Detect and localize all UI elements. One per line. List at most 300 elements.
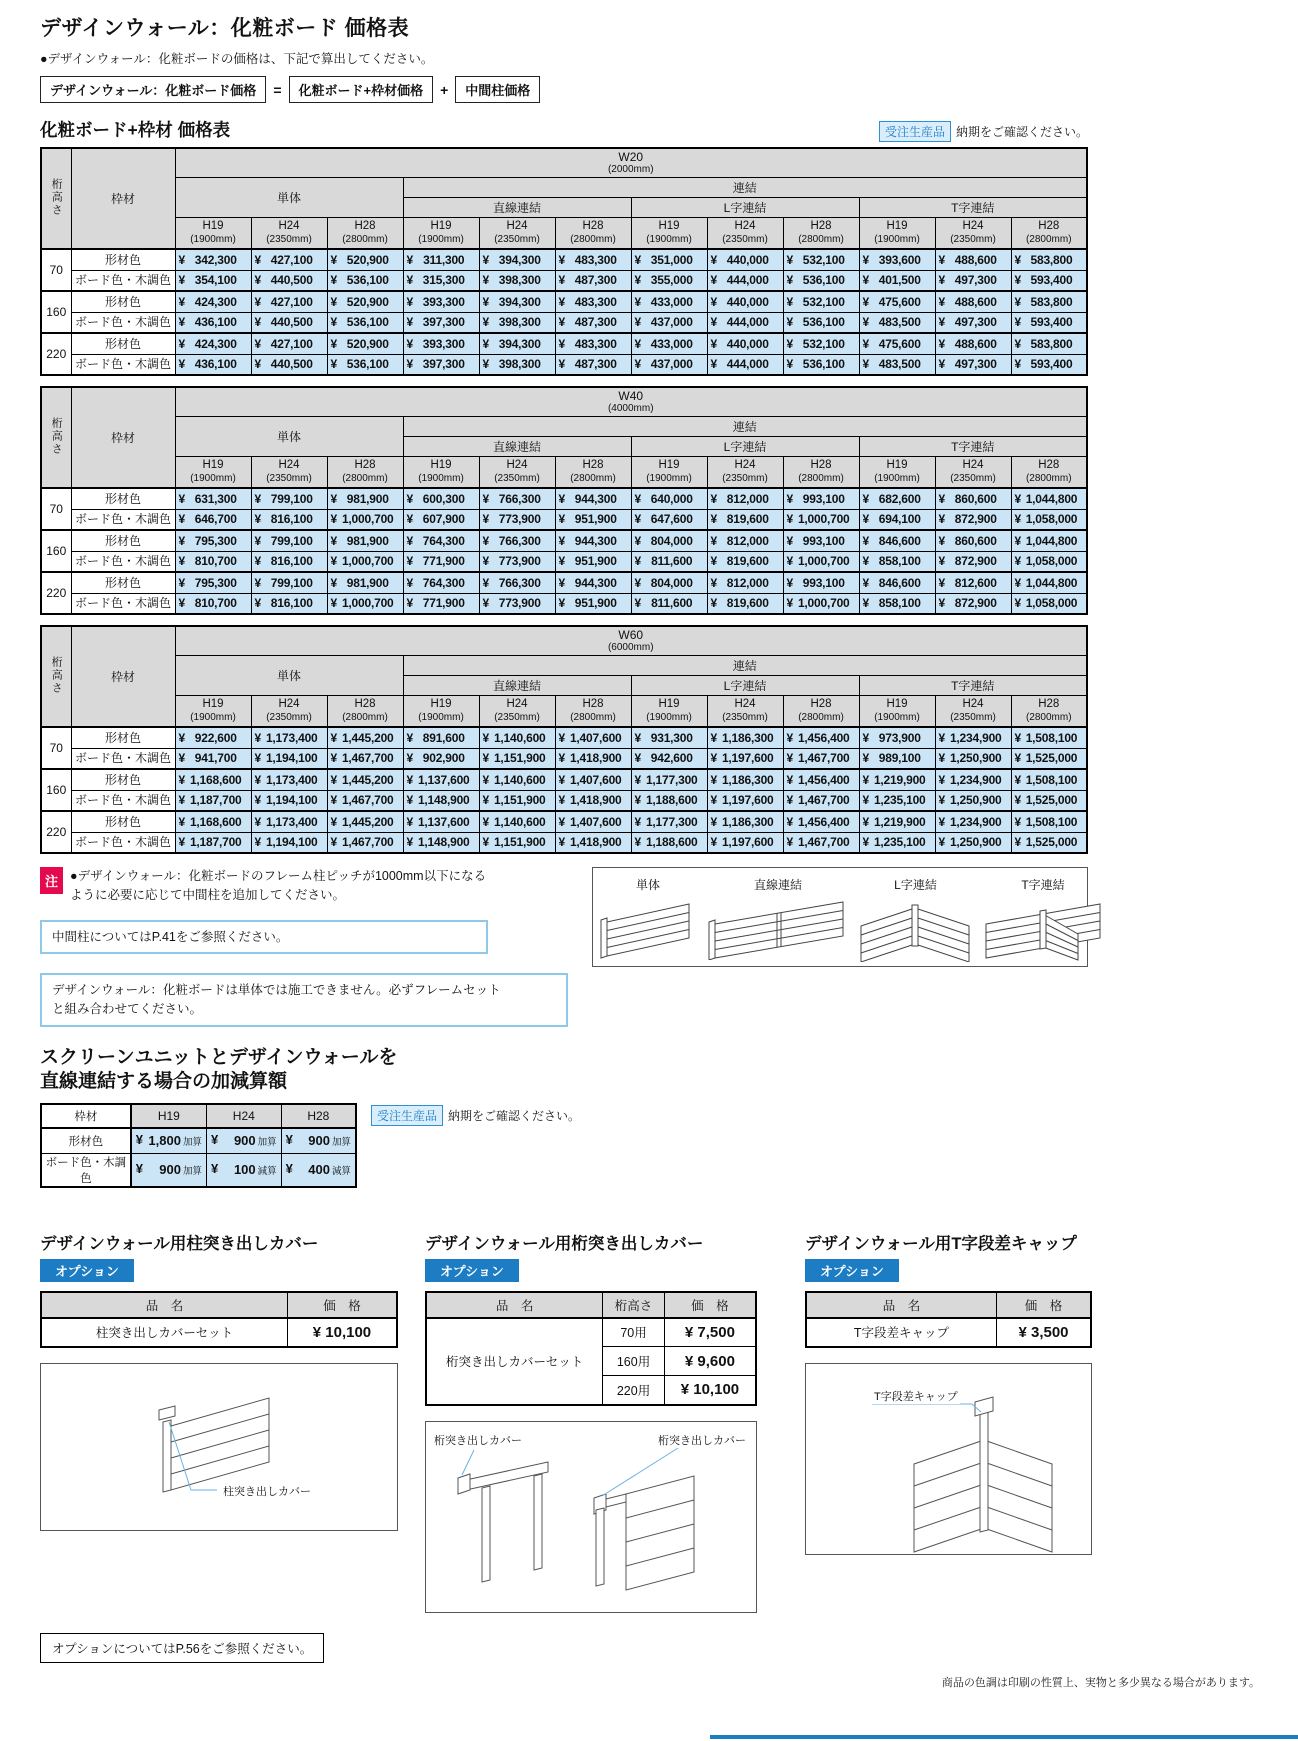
made-to-order-badge: 受注生産品: [879, 121, 951, 142]
height-header: H28 (2800mm): [327, 456, 403, 488]
price-cell: ¥ 1,173,400: [251, 769, 327, 790]
table-row: [41, 1128, 356, 1153]
price-cell: ¥ 951,900: [555, 593, 631, 614]
section-title: 化粧ボード+枠材 価格表: [40, 120, 231, 140]
yen-sign: ¥: [862, 596, 869, 611]
straight-connect-header: 直線連結: [403, 197, 631, 217]
t-step-cap-option-badge: オプション: [805, 1259, 899, 1282]
price-cell: ¥ 812,600: [935, 572, 1011, 593]
height-header: H24 (2350mm): [251, 456, 327, 488]
price-cell: ¥ 497,300: [935, 312, 1011, 333]
price-cell: ¥ 771,900: [403, 593, 479, 614]
option-section-pillar-cover: [40, 1230, 400, 1613]
price-cell: ¥ 1,235,100: [859, 790, 935, 811]
price-cell: ¥ 902,900: [403, 748, 479, 769]
option-sections: [40, 1230, 1298, 1613]
price-cell: ¥ 1,418,900: [555, 748, 631, 769]
yen-sign: ¥: [178, 751, 185, 766]
adjustment-heading-line1: スクリーンユニットとデザインウォールを: [40, 1046, 398, 1068]
price-cell: ¥ 427,100: [251, 333, 327, 354]
yen-sign: ¥: [558, 252, 565, 267]
girder-height-cell: 160: [41, 769, 71, 811]
price-cell: ¥ 1,187,700: [175, 832, 251, 853]
price-cell: ¥ 993,100: [783, 530, 859, 551]
price-cell: ¥ 1,250,900: [935, 832, 1011, 853]
price-cell: ¥ 1,140,600: [479, 727, 555, 748]
price-cell: ¥ 766,300: [479, 530, 555, 551]
note: [40, 867, 580, 905]
price-cell: ¥ 819,600: [707, 593, 783, 614]
price-cell: ¥ 1,234,900: [935, 727, 1011, 748]
price-cell: ¥ 1,219,900: [859, 811, 935, 832]
yen-sign: ¥: [330, 835, 337, 850]
price-cell: ¥ 1,000,700: [327, 551, 403, 572]
t-step-cap-name-header: 品 名: [806, 1292, 997, 1318]
pillar-cover-item-name: 柱突き出しカバーセット: [41, 1318, 287, 1347]
yen-sign: ¥: [254, 772, 261, 787]
yen-sign: ¥: [558, 730, 565, 745]
yen-sign: ¥: [862, 793, 869, 808]
yen-sign: ¥: [330, 814, 337, 829]
price-cell: ¥ 795,300: [175, 530, 251, 551]
price-cell: ¥ 816,100: [251, 509, 327, 530]
adj-h19-header: H19: [131, 1104, 207, 1128]
adjustment-table: [40, 1103, 357, 1188]
price-cell: ¥ 860,600: [935, 530, 1011, 551]
yen-sign: ¥: [786, 596, 793, 611]
yen-sign: ¥: [482, 730, 489, 745]
price-cell: ¥ 1,467,700: [327, 832, 403, 853]
price-cell: ¥ 1,456,400: [783, 811, 859, 832]
height-header: H28 (2800mm): [327, 217, 403, 249]
yen-sign: ¥: [862, 357, 869, 372]
table-row: [41, 769, 1087, 790]
yen-sign: ¥: [862, 751, 869, 766]
t-connect-header: T字連結: [859, 197, 1087, 217]
adj-price-cell: ¥ 100 減算: [206, 1153, 281, 1187]
price-cell: ¥ 891,600: [403, 727, 479, 748]
yen-sign: ¥: [710, 751, 717, 766]
yen-sign: ¥: [1014, 294, 1021, 309]
yen-sign: ¥: [254, 793, 261, 808]
yen-sign: ¥: [254, 252, 261, 267]
yen-sign: ¥: [482, 315, 489, 330]
yen-sign: ¥: [330, 357, 337, 372]
price-cell: ¥ 771,900: [403, 551, 479, 572]
yen-sign: ¥: [938, 835, 945, 850]
yen-sign: ¥: [558, 336, 565, 351]
yen-sign: ¥: [178, 772, 185, 787]
price-cell: ¥ 1,407,600: [555, 727, 631, 748]
price-cell: ¥ 497,300: [935, 270, 1011, 291]
made-to-order-info: [879, 121, 1088, 142]
price-cell: ¥ 351,000: [631, 249, 707, 270]
price-table-w40-host: [40, 386, 1088, 615]
option-section-girder-cover: [425, 1230, 757, 1613]
yen-sign: ¥: [558, 491, 565, 506]
girder-cover-size-160: 160用: [603, 1347, 665, 1376]
yen-sign: ¥: [482, 772, 489, 787]
price-cell: ¥ 483,300: [555, 249, 631, 270]
price-cell: ¥ 819,600: [707, 551, 783, 572]
price-table-w60-host: [40, 625, 1088, 854]
yen-sign: ¥: [1014, 491, 1021, 506]
price-cell: ¥ 1,177,300: [631, 811, 707, 832]
width-header: W60 (6000mm): [175, 626, 1087, 655]
price-cell: ¥ 1,235,100: [859, 832, 935, 853]
yen-sign: ¥: [786, 575, 793, 590]
yen-sign: ¥: [406, 730, 413, 745]
yen-sign: ¥: [558, 835, 565, 850]
price-cell: ¥ 393,300: [403, 291, 479, 312]
yen-sign: ¥: [786, 533, 793, 548]
adjustment-heading: [40, 1046, 580, 1095]
yen-sign: ¥: [938, 751, 945, 766]
yen-sign: ¥: [1014, 596, 1021, 611]
height-header: H24 (2350mm): [479, 217, 555, 249]
price-cell: ¥ 1,140,600: [479, 769, 555, 790]
height-header: H24 (2350mm): [707, 217, 783, 249]
girder-height-header: 桁高さ: [41, 387, 71, 488]
price-cell: ¥ 600,300: [403, 488, 479, 509]
price-cell: ¥ 1,194,100: [251, 748, 327, 769]
girder-height-cell: 220: [41, 811, 71, 853]
yen-sign: ¥: [406, 252, 413, 267]
yen-sign: ¥: [330, 252, 337, 267]
price-cell: ¥ 858,100: [859, 593, 935, 614]
yen-sign: ¥: [1014, 315, 1021, 330]
l-connect-diagram: [853, 896, 978, 962]
price-cell: ¥ 773,900: [479, 551, 555, 572]
width-header: W20 (2000mm): [175, 148, 1087, 177]
adj-price-cell: ¥ 900 加算: [281, 1128, 356, 1153]
yen-sign: ¥: [135, 1160, 143, 1176]
price-cell: ¥ 1,151,900: [479, 832, 555, 853]
yen-sign: ¥: [330, 336, 337, 351]
notes-and-diagrams: [40, 867, 1088, 1188]
height-header: H19 (1900mm): [859, 456, 935, 488]
price-cell: ¥ 942,600: [631, 748, 707, 769]
girder-cover-title: デザインウォール用桁突き出しカバー: [425, 1234, 704, 1253]
price-cell: ¥ 1,418,900: [555, 790, 631, 811]
frame-type-cell: ボード色・木調色: [71, 832, 175, 853]
diagram-label-straight: 直線連結: [753, 878, 802, 892]
price-cell: ¥ 440,000: [707, 249, 783, 270]
yen-sign: ¥: [330, 315, 337, 330]
table-row: [41, 748, 1087, 769]
price-cell: ¥ 1,148,900: [403, 832, 479, 853]
yen-sign: ¥: [254, 835, 261, 850]
yen-sign: ¥: [330, 730, 337, 745]
price-cell: ¥ 1,197,600: [707, 790, 783, 811]
price-cell: ¥ 394,300: [479, 249, 555, 270]
price-cell: ¥ 981,900: [327, 572, 403, 593]
price-cell: ¥ 1,250,900: [935, 790, 1011, 811]
adj-price-cell: ¥ 900 加算: [206, 1128, 281, 1153]
price-cell: ¥ 1,467,700: [327, 748, 403, 769]
yen-sign: ¥: [254, 554, 261, 569]
price-cell: ¥ 1,187,700: [175, 790, 251, 811]
frame-header: 枠材: [71, 387, 175, 488]
price-cell: ¥ 1,407,600: [555, 811, 631, 832]
yen-sign: ¥: [254, 730, 261, 745]
price-cell: ¥ 1,058,000: [1011, 593, 1087, 614]
price-cell: ¥ 583,800: [1011, 249, 1087, 270]
adj-price-cell: ¥ 400 減算: [281, 1153, 356, 1187]
price-cell: ¥ 401,500: [859, 270, 935, 291]
yen-sign: ¥: [786, 315, 793, 330]
price-cell: ¥ 355,000: [631, 270, 707, 291]
table-row: [41, 291, 1087, 312]
price-cell: ¥ 872,900: [935, 551, 1011, 572]
note-text: [70, 867, 486, 905]
yen-sign: ¥: [1014, 357, 1021, 372]
price-cell: ¥ 1,188,600: [631, 790, 707, 811]
price-cell: ¥ 1,151,900: [479, 748, 555, 769]
yen-sign: ¥: [634, 491, 641, 506]
option-reference-box: [40, 1633, 324, 1663]
girder-height-cell: 70: [41, 249, 71, 291]
yen-sign: ¥: [406, 273, 413, 288]
adj-price-cell: ¥ 900 加算: [131, 1153, 207, 1187]
formula-operand2-box: 中間柱価格: [455, 76, 540, 103]
yen-sign: ¥: [178, 273, 185, 288]
yen-sign: ¥: [330, 575, 337, 590]
yen-sign: ¥: [135, 1131, 143, 1147]
yen-sign: ¥: [178, 730, 185, 745]
girder-cover-diagram: [426, 1422, 758, 1614]
table-row: [41, 270, 1087, 291]
yen-sign: ¥: [862, 512, 869, 527]
yen-sign: ¥: [178, 315, 185, 330]
info-box-intermediate-pillar: [40, 920, 488, 955]
price-cell: ¥ 1,168,600: [175, 769, 251, 790]
price-cell: ¥ 436,100: [175, 354, 251, 375]
yen-sign: ¥: [558, 814, 565, 829]
table-row: [41, 832, 1087, 853]
yen-sign: ¥: [254, 512, 261, 527]
yen-sign: ¥: [558, 294, 565, 309]
yen-sign: ¥: [710, 730, 717, 745]
height-header: H28 (2800mm): [783, 695, 859, 727]
table-row: [41, 312, 1087, 333]
price-cell: ¥ 1,194,100: [251, 790, 327, 811]
yen-sign: ¥: [254, 294, 261, 309]
frame-type-cell: ボード色・木調色: [71, 270, 175, 291]
yen-sign: ¥: [786, 554, 793, 569]
height-header: H24 (2350mm): [479, 456, 555, 488]
price-cell: ¥ 536,100: [783, 312, 859, 333]
girder-cover-name-header: 品 名: [426, 1292, 603, 1318]
adj-made-to-order-note: 納期をご確認ください。: [447, 1109, 580, 1124]
price-cell: ¥ 488,600: [935, 333, 1011, 354]
price-cell: ¥ 811,600: [631, 551, 707, 572]
yen-sign: ¥: [178, 575, 185, 590]
price-cell: ¥ 440,500: [251, 312, 327, 333]
price-cell: ¥ 1,058,000: [1011, 509, 1087, 530]
girder-cover-table: [425, 1291, 757, 1406]
straight-connect-header: 直線連結: [403, 675, 631, 695]
frame-type-cell: 形材色: [71, 572, 175, 593]
t-step-cap-table: [805, 1291, 1092, 1348]
yen-sign: ¥: [710, 294, 717, 309]
price-cell: ¥ 1,148,900: [403, 790, 479, 811]
connection-types-diagram-box: [592, 867, 1088, 967]
price-cell: ¥ 1,140,600: [479, 811, 555, 832]
yen-sign: ¥: [406, 336, 413, 351]
price-cell: ¥ 951,900: [555, 551, 631, 572]
price-cell: ¥ 944,300: [555, 530, 631, 551]
price-cell: ¥ 1,044,800: [1011, 530, 1087, 551]
section-header: [40, 117, 1088, 142]
yen-sign: ¥: [178, 252, 185, 267]
yen-sign: ¥: [330, 273, 337, 288]
price-cell: ¥ 872,900: [935, 509, 1011, 530]
yen-sign: ¥: [482, 575, 489, 590]
t-step-cap-diagram-box: [805, 1363, 1092, 1555]
yen-sign: ¥: [330, 793, 337, 808]
price-cell: ¥ 397,300: [403, 312, 479, 333]
height-header: H24 (2350mm): [707, 695, 783, 727]
yen-sign: ¥: [482, 814, 489, 829]
price-cell: ¥ 536,100: [327, 312, 403, 333]
price-cell: ¥ 993,100: [783, 488, 859, 509]
price-cell: ¥ 487,300: [555, 312, 631, 333]
yen-sign: ¥: [938, 814, 945, 829]
yen-sign: ¥: [862, 730, 869, 745]
yen-sign: ¥: [178, 814, 185, 829]
frame-type-cell: 形材色: [71, 530, 175, 551]
price-cell: ¥ 433,000: [631, 291, 707, 312]
price-cell: ¥ 766,300: [479, 572, 555, 593]
yen-sign: ¥: [634, 730, 641, 745]
girder-cover-price-160: ¥ 9,600: [664, 1347, 756, 1376]
frame-type-cell: 形材色: [71, 727, 175, 748]
yen-sign: ¥: [558, 575, 565, 590]
yen-sign: ¥: [862, 575, 869, 590]
yen-sign: ¥: [634, 835, 641, 850]
adjustment-area: [40, 1103, 580, 1188]
height-header: H19 (1900mm): [403, 695, 479, 727]
pillar-cover-diagram-label: 柱突き出しカバー: [221, 1483, 313, 1499]
girder-cover-option-badge: オプション: [425, 1259, 519, 1282]
bottom-accent-bar: [710, 1735, 1298, 1739]
yen-sign: ¥: [634, 575, 641, 590]
formula-operand1-box: 化粧ボード+枠材価格: [289, 76, 434, 103]
adjustment-heading-line2: 直線連結する場合の加減算額: [40, 1071, 288, 1093]
girder-cover-diagram-box: [425, 1421, 757, 1613]
price-cell: ¥ 922,600: [175, 727, 251, 748]
price-cell: ¥ 812,000: [707, 572, 783, 593]
yen-sign: ¥: [938, 575, 945, 590]
yen-sign: ¥: [178, 294, 185, 309]
yen-sign: ¥: [285, 1131, 293, 1147]
yen-sign: ¥: [285, 1160, 293, 1176]
price-cell: ¥ 816,100: [251, 593, 327, 614]
yen-sign: ¥: [786, 252, 793, 267]
yen-sign: ¥: [482, 252, 489, 267]
price-cell: ¥ 1,467,700: [783, 790, 859, 811]
price-cell: ¥ 536,100: [783, 270, 859, 291]
yen-sign: ¥: [482, 835, 489, 850]
yen-sign: ¥: [710, 252, 717, 267]
height-header: H24 (2350mm): [479, 695, 555, 727]
yen-sign: ¥: [210, 1160, 219, 1176]
yen-sign: ¥: [634, 273, 641, 288]
formula-result-box: デザインウォール：化粧ボード価格: [40, 76, 266, 103]
table-row: [41, 333, 1087, 354]
table-row: [41, 551, 1087, 572]
price-cell: ¥ 483,500: [859, 354, 935, 375]
yen-sign: ¥: [862, 315, 869, 330]
height-header: H19 (1900mm): [631, 217, 707, 249]
girder-cover-price-220: ¥ 10,100: [664, 1376, 756, 1405]
yen-sign: ¥: [1014, 512, 1021, 527]
girder-cover-price-header: 価 格: [664, 1292, 756, 1318]
yen-sign: ¥: [406, 793, 413, 808]
yen-sign: ¥: [482, 751, 489, 766]
intro-text: ●デザインウォール：化粧ボードの価格は、下記で算出してください。: [40, 52, 434, 66]
height-header: H19 (1900mm): [403, 217, 479, 249]
girder-cover-item-name: 桁突き出しカバーセット: [426, 1318, 603, 1405]
price-cell: ¥ 483,300: [555, 291, 631, 312]
yen-sign: ¥: [1014, 730, 1021, 745]
yen-sign: ¥: [254, 357, 261, 372]
price-cell: ¥ 593,400: [1011, 354, 1087, 375]
girder-cover-diagram-label-left: 桁突き出しカバー: [432, 1432, 524, 1448]
t-connect-header: T字連結: [859, 675, 1087, 695]
single-header: 単体: [175, 416, 403, 456]
yen-sign: ¥: [254, 596, 261, 611]
adjustment-made-to-order-info: [371, 1105, 580, 1126]
yen-sign: ¥: [862, 835, 869, 850]
price-cell: ¥ 1,188,600: [631, 832, 707, 853]
yen-sign: ¥: [710, 357, 717, 372]
girder-cover-size-220: 220用: [603, 1376, 665, 1405]
height-header: H19 (1900mm): [631, 456, 707, 488]
diagram-label-single: 単体: [635, 878, 660, 892]
yen-sign: ¥: [862, 294, 869, 309]
yen-sign: ¥: [1014, 273, 1021, 288]
price-cell: ¥ 799,100: [251, 530, 327, 551]
price-cell: ¥ 1,000,700: [783, 509, 859, 530]
yen-sign: ¥: [634, 751, 641, 766]
yen-sign: ¥: [786, 294, 793, 309]
page-title: デザインウォール：化粧ボード 価格表: [40, 17, 410, 40]
yen-sign: ¥: [710, 512, 717, 527]
price-cell: ¥ 1,168,600: [175, 811, 251, 832]
girder-height-cell: 220: [41, 333, 71, 375]
price-cell: ¥ 532,100: [783, 333, 859, 354]
price-cell: ¥ 1,407,600: [555, 769, 631, 790]
price-cell: ¥ 1,186,300: [707, 811, 783, 832]
price-cell: ¥ 1,151,900: [479, 790, 555, 811]
girder-height-cell: 220: [41, 572, 71, 614]
table-row: [41, 249, 1087, 270]
table-row: [41, 530, 1087, 551]
straight-connect-header: 直線連結: [403, 436, 631, 456]
yen-sign: ¥: [254, 336, 261, 351]
diagram-t-connect: [978, 876, 1108, 966]
price-cell: ¥ 583,800: [1011, 291, 1087, 312]
price-cell: ¥ 398,300: [479, 270, 555, 291]
yen-sign: ¥: [406, 533, 413, 548]
price-cell: ¥ 1,467,700: [783, 748, 859, 769]
option-section-t-step-cap: [805, 1230, 1092, 1613]
note-badge: 注: [40, 867, 63, 894]
price-table-w20-host: [40, 147, 1088, 376]
yen-sign: ¥: [178, 533, 185, 548]
